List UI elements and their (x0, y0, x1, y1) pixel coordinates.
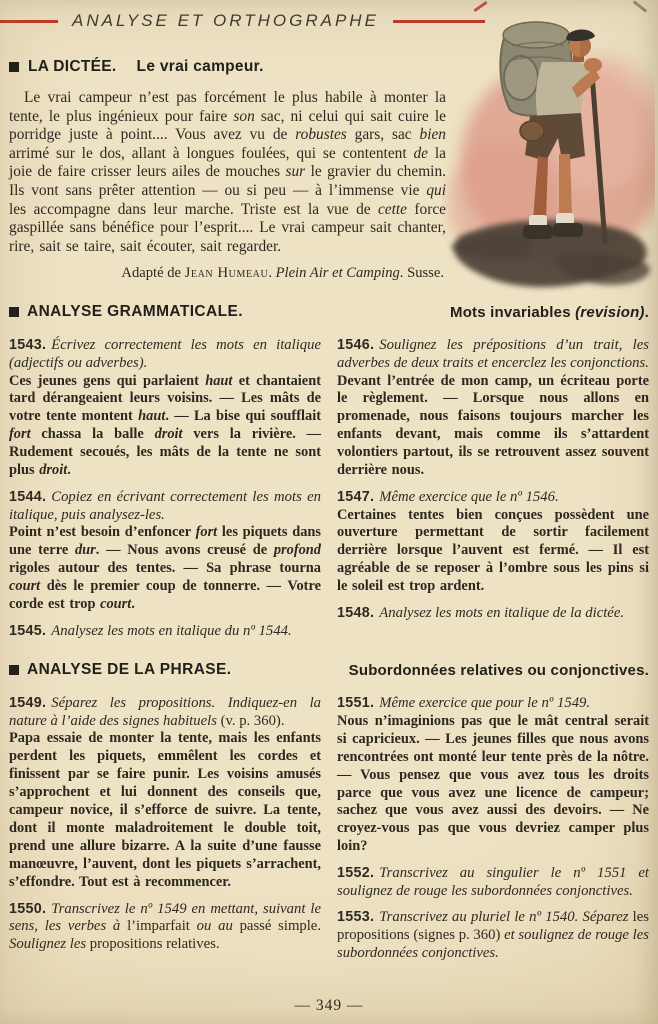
exercise-body: Nous n’imaginions pas que le mât central serait si capricieux. — Les jeunes filles que nous avons rencontrées ont monté leur tente près de la nôtre. — Vous pensez que vous avez tous les droits parce que vous avez une licence de campeur; sachez que vous avez aussi des devoirs. — Ne croyez-vous pas que vous devriez camper plus loin? (337, 712, 649, 855)
exercise-number: 1550. (9, 900, 47, 917)
exercise-instruction: 1549. Séparez les propositions. Indiquez-en la nature à l’aide des signes habituels (v. p. 360). (9, 695, 321, 729)
dictee-section (9, 58, 446, 282)
dictee-title: LA DICTÉE. (28, 58, 117, 75)
exercise-number: 1546. (337, 337, 375, 354)
beret (566, 30, 595, 42)
page-header-title: ANALYSE ET ORTHOGRAPHE (72, 11, 379, 30)
page-number: — 349 — (294, 997, 364, 1014)
exercise-instruction: 1548. Analysez les mots en italique de la dictée. (337, 605, 625, 622)
exercise-1551 (337, 695, 649, 856)
dictee-attribution: Adapté de Jean Humeau. Plein Air et Camping. Susse. (121, 265, 444, 282)
square-bullet-icon (9, 62, 19, 72)
exercise-instruction: 1543. Écrivez correctement les mots en italique (adjectifs ou adverbes). (9, 337, 321, 371)
red-rule-left (0, 20, 58, 23)
exercise-body: Papa essaie de monter la tente, mais les enfants perdent les piquets, emmêlent les cordes et finissent par se faire punir. Les voisins amusés s’approchent et lui donnent des conseils que, campeur novice, il s’efforce de suivre. La tente, dont il monte maladroitement le double toit, prend une allure bizarre. A la suite d’une fausse manœuvre, l’auvent, dont les piquets s’arrachent, s’effondre. Tout est à recommencer. (9, 730, 321, 890)
section-analyse-de-la-phrase-header (9, 661, 649, 679)
camper-illustration (442, 4, 655, 296)
hip-pouch (520, 121, 544, 141)
near-leg (559, 154, 572, 218)
exercise-1549 (9, 695, 321, 891)
exercise-1546 (337, 337, 649, 480)
right-column (337, 686, 649, 962)
exercise-instruction: 1544. Copiez en écrivant correctement les mots en italique, puis analysez-les. (9, 488, 321, 523)
exercises-grid-2 (9, 686, 649, 962)
dictee-text: Le vrai campeur n’est pas forcément le plus habile à monter la tente, le plus ingénieux pour faire son sac, ni celui qui sait cuire le porridge juste à point.... Vous avez vu de robustes gars, sac bien arrimé sur le dos, allant à longues foulées, qui se contentent de la joie de faire crisser leurs ailes de mouches sur le gravier du chemin. Ils vont sans prêter attention — ou si peu — à l’immense vie qui les accompagne dans leur marche. Triste est la vue de cette force gaspillée sans bénéfice pour l’esprit.... Le vrai campeur sait chanter, rire, sait se taire, sait écouter, sait regarder. (9, 89, 446, 255)
exercise-number: 1553. (337, 909, 375, 926)
exercise-number: 1543. (9, 337, 47, 354)
exercise-instruction: 1550. Transcrivez le nº 1549 en mettant, suivant le sens, les verbes à l’imparfait ou au passé simple. Soulignez les propositions relatives. (9, 900, 322, 952)
exercises-grid-1 (9, 328, 649, 640)
exercise-instruction: 1553. Transcrivez au pluriel le nº 1540. Séparez les propositions (signes p. 360) et soulignez de rouge les subordonnées conjonctives. (337, 909, 649, 961)
exercise-number: 1552. (337, 865, 375, 882)
exercise-1552 (337, 865, 649, 900)
exercise-number: 1544. (9, 488, 47, 505)
exercise-instruction: 1545. Analysez les mots en italique du nº 1544. (9, 622, 292, 639)
section-analyse-grammaticale-header (9, 303, 649, 321)
section-title: ANALYSE GRAMMATICALE. (9, 303, 243, 321)
dictee-heading (9, 58, 446, 76)
exercise-instruction: 1552. Transcrivez au singulier le nº 1551 et soulignez de rouge les subordonnées conjonctives. (337, 865, 649, 899)
exercise-1545 (9, 623, 321, 641)
exercise-body: Devant l’entrée de mon camp, un écriteau porte le règlement. — Lorsque nous allons en promenade, nous faisons toujours marcher les enfants devant, mais comme ils s’attardent volontiers partout, ils se retrouvent assez souvent derrière nous. (337, 372, 649, 479)
exercise-1548 (337, 605, 649, 623)
exercise-number: 1548. (337, 605, 375, 622)
exercise-instruction: 1551. Même exercice que pour le nº 1549. (337, 695, 591, 712)
exercise-1543 (9, 337, 321, 480)
square-bullet-icon (9, 307, 19, 317)
dictee-subtitle: Le vrai campeur. (136, 58, 264, 75)
far-boot (523, 225, 553, 239)
exercise-1547 (337, 489, 649, 596)
exercise-number: 1551. (337, 695, 375, 712)
exercise-body: Certaines tentes bien conçues possèdent une ouverture permettant de sortir facilement derrière lorsque l’auvent est fermé. — Il est agréable de se reposer à l’ombre sous les pins si le soleil est trop ardent. (337, 506, 649, 595)
exercise-1544 (9, 489, 321, 614)
exercise-instruction: 1547. Même exercice que le nº 1546. (337, 488, 559, 505)
exercise-1550 (9, 901, 321, 954)
exercise-body: Ces jeunes gens qui parlaient haut et chantaient tard dérangeaient leurs voisins. — Les mâts de votre tente montent haut. — La bise qui soufflait fort chassa la balle droit vers la rivière. — Rudement secoués, les mâts de la tente ne sont plus droit. (9, 372, 322, 479)
exercise-body: Point n’est besoin d’enfoncer fort les piquets dans une terre dur. — Nous avons creusé de profond rigoles autour des tentes. — Sa phrase tourna court dès le premier coup de tonnerre. — Votre corde est trop court. (9, 524, 322, 612)
left-column (9, 328, 321, 640)
section-subtitle: Mots invariables (revision). (450, 304, 649, 322)
square-bullet-icon (9, 665, 19, 675)
exercise-number: 1547. (337, 488, 375, 505)
exercise-instruction: 1546. Soulignez les prépositions d’un trait, les adverbes de deux traits et encerclez les conjonctions. (337, 337, 649, 371)
exercise-1553 (337, 909, 649, 962)
hands (584, 58, 602, 72)
left-column (9, 686, 321, 962)
near-boot (553, 223, 583, 237)
right-column (337, 328, 649, 640)
section-title: ANALYSE DE LA PHRASE. (9, 661, 231, 679)
exercise-number: 1549. (9, 695, 47, 712)
backpack-pocket (504, 56, 538, 100)
exercise-number: 1545. (9, 622, 47, 639)
section-subtitle: Subordonnées relatives ou conjonctives. (348, 662, 649, 680)
